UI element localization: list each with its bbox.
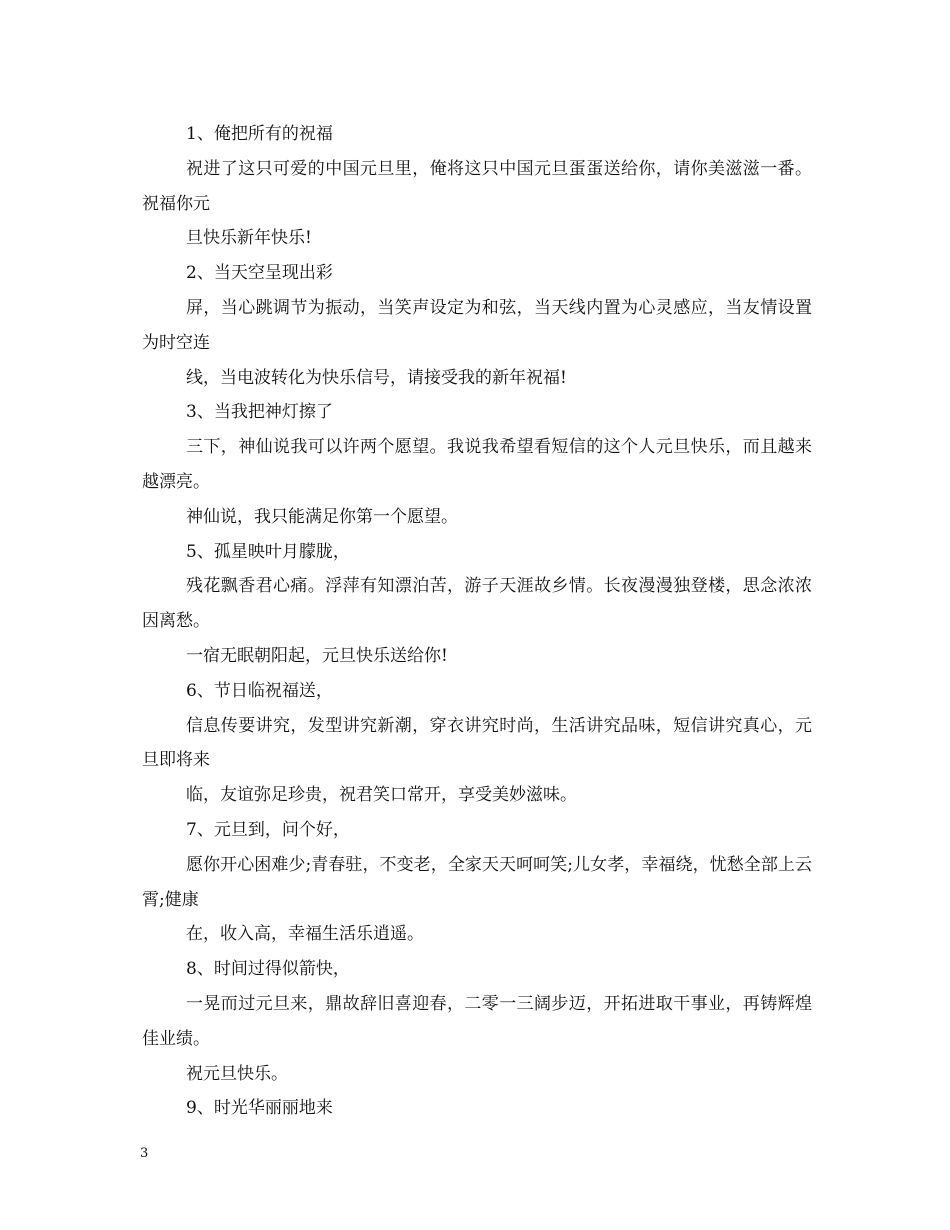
paragraph: 8、时间过得似箭快， bbox=[186, 959, 350, 980]
paragraph: 2、当天空呈现出彩 bbox=[186, 263, 333, 284]
paragraph: 临，友谊弥足珍贵，祝君笑口常开，享受美妙滋味。 bbox=[186, 785, 577, 806]
paragraph: 祝进了这只可爱的中国元旦里，俺将这只中国元旦蛋蛋送给你，请你美滋滋一番。祝福你元 bbox=[142, 158, 812, 214]
paragraph: 5、孤星映叶月朦胧， bbox=[186, 541, 350, 562]
paragraph: 1、俺把所有的祝福 bbox=[186, 124, 333, 144]
page-number: 3 bbox=[140, 1146, 149, 1161]
paragraph: 在，收入高，幸福生活乐逍遥。 bbox=[186, 924, 424, 945]
paragraph: 愿你开心困难少;青春驻，不变老，全家天天呵呵笑;儿女孝，幸福绕，忧愁全部上云霄;健康 bbox=[142, 854, 812, 910]
paragraph: 屏，当心跳调节为振动，当笑声设定为和弦，当天线内置为心灵感应，当友情设置为时空连 bbox=[142, 297, 812, 353]
paragraph: 7、元旦到，问个好， bbox=[186, 819, 350, 840]
paragraph: 残花飘香君心痛。浮萍有知漂泊苦，游子天涯故乡情。长夜漫漫独登楼，思念浓浓因离愁。 bbox=[142, 576, 812, 632]
paragraph: 3、当我把神灯擦了 bbox=[186, 402, 333, 423]
paragraph: 6、节日临祝福送， bbox=[186, 680, 333, 701]
paragraph: 一晃而过元旦来，鼎故辞旧喜迎春，二零一三阔步迈，开拓进取干事业，再铸辉煌佳业绩。 bbox=[142, 993, 812, 1049]
paragraph: 神仙说，我只能满足你第一个愿望。 bbox=[186, 506, 458, 527]
document-body bbox=[142, 117, 812, 1126]
paragraph: 线，当电波转化为快乐信号，请接受我的新年祝福! bbox=[186, 367, 567, 388]
paragraph: 9、时光华丽丽地来 bbox=[186, 1098, 333, 1119]
paragraph: 信息传要讲究，发型讲究新潮，穿衣讲究时尚，生活讲究品味，短信讲究真心，元旦即将来 bbox=[142, 715, 812, 771]
paragraph: 旦快乐新年快乐! bbox=[186, 228, 312, 249]
paragraph: 一宿无眠朝阳起，元旦快乐送给你! bbox=[186, 645, 448, 666]
paragraph: 三下，神仙说我可以许两个愿望。我说我希望看短信的这个人元旦快乐，而且越来越漂亮。 bbox=[142, 437, 812, 492]
paragraph: 祝元旦快乐。 bbox=[186, 1063, 288, 1084]
